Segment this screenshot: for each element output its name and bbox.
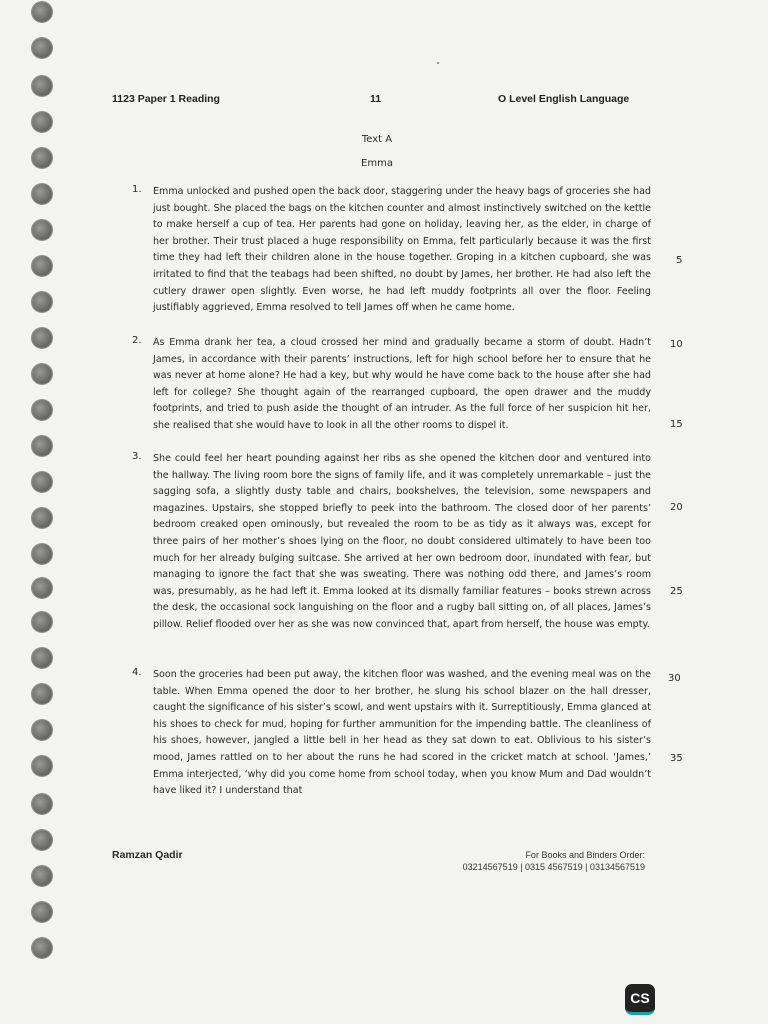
binder-hole bbox=[32, 400, 52, 420]
author-name: Ramzan Qadir bbox=[112, 849, 183, 861]
binder-hole bbox=[32, 256, 52, 276]
binder-hole bbox=[32, 364, 52, 384]
binder-hole bbox=[32, 184, 52, 204]
paragraph-number: 1. bbox=[132, 184, 142, 195]
line-number: 25 bbox=[670, 586, 683, 597]
binder-hole bbox=[32, 38, 52, 58]
binder-hole bbox=[32, 328, 52, 348]
binder-hole bbox=[32, 756, 52, 776]
binder-hole bbox=[32, 544, 52, 564]
binder-hole bbox=[32, 472, 52, 492]
binder-hole bbox=[32, 2, 52, 22]
binder-holes bbox=[30, 0, 60, 1024]
line-number: 10 bbox=[670, 339, 683, 350]
paper-code: 1123 Paper 1 Reading bbox=[112, 93, 220, 105]
line-number: 5 bbox=[676, 255, 683, 266]
binder-hole bbox=[32, 578, 52, 598]
binder-hole bbox=[32, 830, 52, 850]
binder-hole bbox=[32, 794, 52, 814]
page-header bbox=[0, 93, 768, 109]
scan-speck bbox=[437, 62, 439, 64]
line-number: 15 bbox=[670, 419, 683, 430]
binder-hole bbox=[32, 648, 52, 668]
binder-hole bbox=[32, 684, 52, 704]
binder-hole bbox=[32, 938, 52, 958]
binder-hole bbox=[32, 612, 52, 632]
camscanner-logo: CS bbox=[625, 984, 655, 1015]
paragraph-number: 4. bbox=[132, 667, 142, 678]
paragraph-text: Soon the groceries had been put away, the kitchen floor was washed, and the evening meal was on the table. When Emma opened the door to her brother, he slung his school blazer on the hall dresser, caught the significance of his sister’s scowl, and went upstairs with it. Surreptitiously, Emma glanced at his shoes to check for mud, hoping for further ammunition for the impending battle. The cleanliness of his shoes, however, jangled a little bell in her head as they sat down to eat. Oblivious to his sister’s mood, James rattled on to her about the runs he had scored in the cricket match at school. ‘James,’ Emma interjected, ‘why did you come home from school today, when you know Mum and Dad wouldn’t have liked it? I understand that bbox=[153, 669, 651, 797]
binder-hole bbox=[32, 902, 52, 922]
paragraph-number: 3. bbox=[132, 451, 142, 462]
line-number: 35 bbox=[670, 753, 683, 764]
binder-hole bbox=[32, 292, 52, 312]
binder-hole bbox=[32, 866, 52, 886]
text-label: Text A bbox=[361, 134, 393, 145]
paragraph-text: She could feel her heart pounding against her ribs as she opened the kitchen door and ventured into the hallway. The living room bore the signs of family life, and it was completely unremarkable – just the sagging sofa, a slightly dusty table and chairs, bookshelves, the television, some newspapers and magazines. Upstairs, she stopped briefly to peek into the bathroom. The closed door of her parents’ bedroom creaked open ominously, but revealed the room to be as tidy as it always was, except for three pairs of her mother’s shoes lying on the floor, no doubt considered ultimately to have been too much for her already bulging suitcase. She arrived at her own bedroom door, inundated with fear, but managing to ignore the fact that she was sweating. There was nothing odd there, and James’s room was, presumably, as he had left it. Emma looked at its dismally familiar features – books strewn across the desk, the occasional sock languishing on the floor and a rugby ball sitting on, of all places, James’s pillow. Relief flooded over her as she was now convinced that, apart from herself, the house was empty. bbox=[153, 453, 651, 630]
page-number: 11 bbox=[370, 93, 382, 105]
line-number: 30 bbox=[668, 673, 681, 684]
binder-hole bbox=[32, 508, 52, 528]
binder-hole bbox=[32, 220, 52, 240]
phone-numbers: 03214567519 | 0315 4567519 | 03134567519 bbox=[462, 862, 645, 872]
order-info bbox=[440, 849, 645, 873]
binder-hole bbox=[32, 720, 52, 740]
order-label: For Books and Binders Order: bbox=[525, 850, 645, 860]
line-number: 20 bbox=[670, 502, 683, 513]
subject-title: O Level English Language bbox=[498, 93, 630, 105]
binder-hole bbox=[32, 436, 52, 456]
paragraph-text: As Emma drank her tea, a cloud crossed her mind and gradually became a storm of doubt. Hadn’t James, in accordance with their parents’ instructions, left for high school before her to ensure that he was never at home alone? He had a key, but why would he have come back to the house after she had left for college? She thought again of the rearranged cupboard, the open drawer and the muddy footprints, and tried to push aside the thought of an intruder. As the full force of her suspicion hit her, she realised that she would have to look in all the other rooms to dispel it. bbox=[153, 337, 651, 431]
paragraph-number: 2. bbox=[132, 335, 142, 346]
paragraph-text: Emma unlocked and pushed open the back door, staggering under the heavy bags of groceries she had just bought. She placed the bags on the kitchen counter and almost instinctively switched on the kettle to make herself a cup of tea. Her parents had gone on holiday, leaving her, as the elder, in charge of her brother. Their trust placed a huge responsibility on Emma, felt particularly because it was the first time they had left their children alone in the house together. Groping in a kitchen cupboard, she was irritated to find that the teabags had been shifted, no doubt by James, her brother. He had also left the cutlery drawer open slightly. Even worse, he had left muddy footprints all over the floor. Feeling justifiably aggrieved, Emma resolved to tell James off when he came home. bbox=[153, 186, 651, 314]
binder-hole bbox=[32, 112, 52, 132]
story-title: Emma bbox=[361, 158, 393, 169]
